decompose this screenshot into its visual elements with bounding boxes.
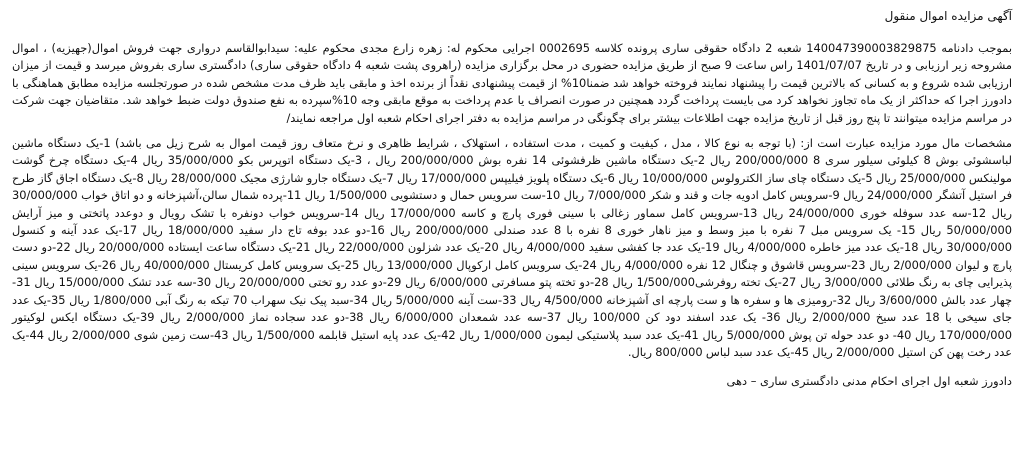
paragraph-spacer: [12, 127, 1012, 135]
signature-line: دادورز شعبه اول اجرای احکام مدنی دادگستری ساری – دهی: [726, 374, 1012, 389]
items-list-paragraph: مشخصات مال مورد مزایده عبارت است از: (با توجه به نوع کالا ، مدل ، کیفیت و کمیت ، مدت استفاده ، استهلاک ، شرایط ظاهری و نرخ متعاف روز قیمت اموال به شرح زیل می باشد) 1-یک دستگاه ماشین لباسشوئی بوش 8 کیلوئی سیلور سری 8 200/000/000 ریال 2-یک دستگاه ماشین ظرفشوئی 14 نفره بوش 200/000/000 ریال ، 3-یک دستگاه اتوپرس بکو 35/000/000 ریال 4-یک دستگاه چرخ گوشت مولینکس 25/000/000 ریال 5-یک دستگاه چای ساز الکترولوس 10/000/000 ریال 6-یک دستگاه پلویز فیلیپس 17/000/000 ریال 7-یک دستگاه جارو شارژی مجیک 28/000/000 ریال 8-یک دستگاه اجاق گاز طرح فر استیل آتشگر 24/000/000 ریال 9-سرویس کامل ادویه جات و قند و شکر 7/000/000 ریال 10-ست سرویس حمال و دستشویی 1/500/000 ریال 11-پرده شمال سالن،آشپزخانه و دو اتاق خواب 30/000/000 ریال 12-سه عدد سوفله خوری 24/000/000 ریال 13-سرویس کامل سماور زغالی با سینی فوری پارچ و کاسه 17/000/000 ریال 14-سرویس خواب دونفره با تشک رویال و دوعدد پاتختی و میز آرایش 50/000/000 ریال 15- یک سرویس مبل 7 نفره با میز وسط و میز ناهار خوری 8 نفره با 8 عدد صندلی 200/000/000 ریال 16-دو عدد بوفه تاج دار سفید 18/000/000 ریال 17-یک عدد آینه و کنسول 30/000/000 ریال 18-یک عدد میز خاطره 4/000/000 ریال 19-یک عدد جا کفشی سفید 4/000/000 ریال 20-یک عدد شزلون 22/000/000 ریال 21-یک دستگاه ساعت ایستاده 20/000/000 ریال 22-دو دست پارچ و لیوان 2/000/000 ریال 23-سرویس قاشوق و چنگال 12 نفره 4/000/000 ریال 24-یک سرویس کامل ارکوپال 13/000/000 ریال 25-یک سرویس کامل کریستال 40/000/000 ریال 26-یک سرویس سینی پذیرایی چای به رنگ طلائی 3/000/000 ریال 27-یک تخته روفرشی1/500/000 ریال 28-دو تخته پتو مسافرتی 6/000/000 ریال 29-دو عدد رو تختی 20/000/000 ریال 30-سه عدد تشک 15/000/000 ریال 31-چهار عدد بالش 3/600/000 ریال 32-رومیزی ها و سفره ها و ست پارچه ای آشپزخانه 4/500/000 ریال 33-ست آینه 5/000/000 ریال 34-سبد پیک نیک سهراب 70 تیکه به رنگ آبی 1/800/000 ریال 35-یک عدد جای سیخی با 18 عدد سیخ 2/000/000 ریال 36- یک عدد اسفند دود کن 100/000 ریال 37-سه عدد شمعدان 6/000/000 ریال 38-دو عدد سجاده نماز 2/000/000 ریال 39-یک دستگاه ایکس لوکیتور 170/000/000 ریال 40- دو عدد حوله تن پوش 5/000/000 ریال 41-یک عدد سبد پلاستیکی لیمون 1/000/000 ریال 42-یک عدد پایه استیل قابلمه 1/500/000 ریال 43-ست زمین شوی 2/000/000 ریال 44-یک عدد رخت پهن کن استیل 2/000/000 ریال 45-یک عدد سبد لباس 800/000 ریال.: [12, 136, 1013, 359]
notice-intro-paragraph: بموجب دادنامه 140047390003829875 شعبه 2 دادگاه حقوقی ساری پرونده کلاسه 0002695 اجرایی محکوم له: زهره زارع مجدی محکوم علیه: سیدابوالقاسم درواری جهت فروش اموال(جهیزیه) ، اموال مشروحه زیر ارزیابی و در تاریخ 1401/07/07 راس ساعت 9 صبح از طریق مزایده حضوری در محل برگزاری مزایده (راهروی پشت شعبه 4 دادگاه حقوقی ساری) دادگستری ساری بفروش میرسد و قیمت از میزان ارزیابی شده شروع و به کسانی که بالاترین قیمت را پیشنهاد نمایند فروخته خواهد شد ضمنا10% از قیمت پیشنهادی نقداً از برنده اخذ و مابقی باید ظرف مدت مشخص شده در صورتجلسه مزایده مطابق هماهنگی با دادورز اجرا که حداکثر از یک ماه تجاوز نخواهد کرد می بایست پرداخت گردد همچنین در صورت انصراف یا عدم پرداخت به موقع مابقی وجه 10%سپرده به نفع صندوق دولت ضبط خواهد شد. متقاضیان جهت شرکت در مراسم مزایده میتوانند تا پنج روز قبل از تاریخ مزایده جهت اطلاعات بیشتر برای چگونگی در مراسم مزایده به دفتر اجرای احکام شعبه اول مراجعه نمایند/: [12, 41, 1013, 125]
notice-title: آگهی مزایده اموال منقول: [884, 9, 1012, 23]
